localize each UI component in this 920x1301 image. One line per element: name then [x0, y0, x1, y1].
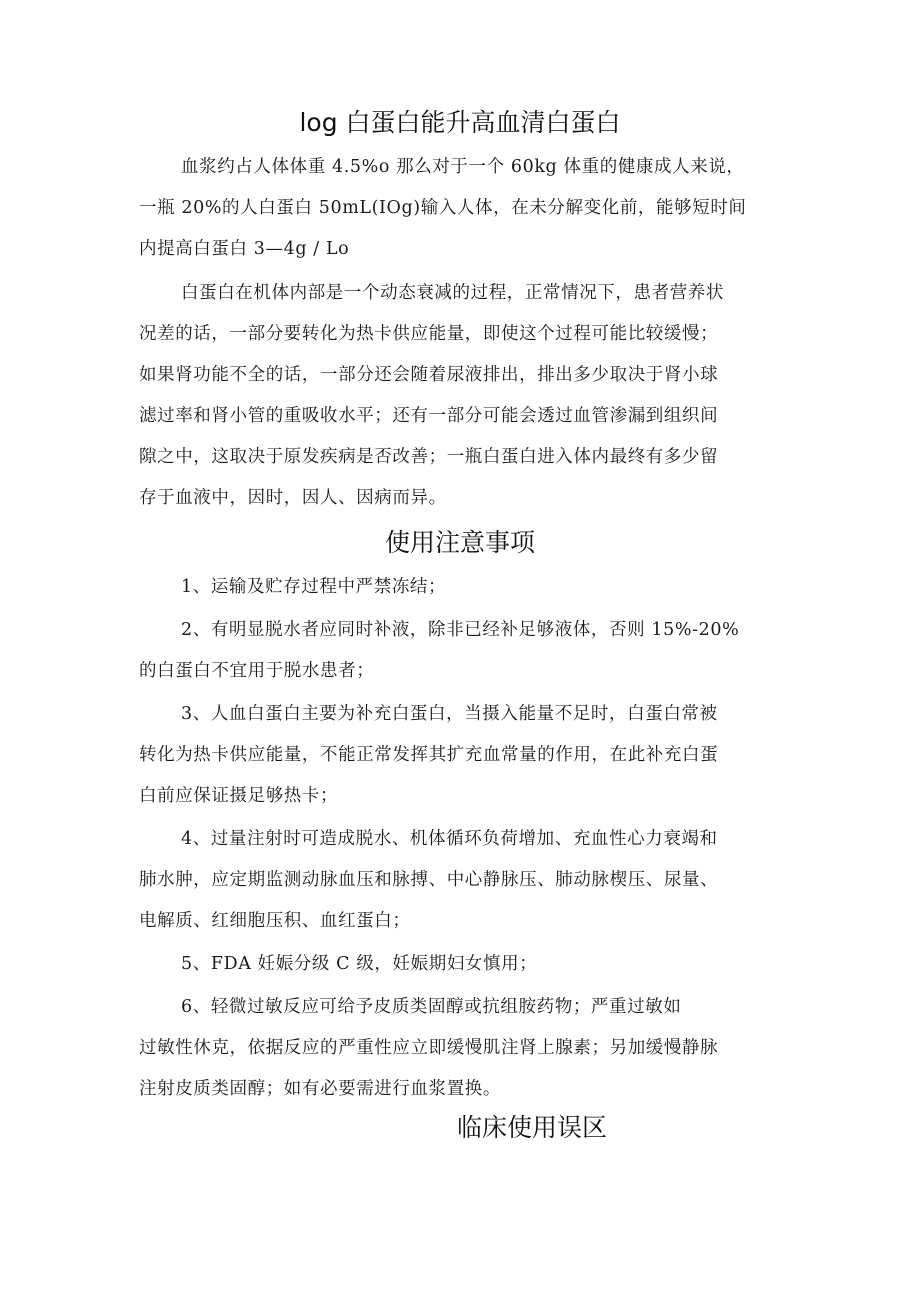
text-line: 一瓶 20%的人白蛋白 50mL(IOg)输入人体，在未分解变化前，能够短时间: [139, 198, 747, 218]
text-line: 注射皮质类固醇；如有必要需进行血浆置换。: [139, 1079, 501, 1099]
text-line: 3、人血白蛋白主要为补充白蛋白，当摄入能量不足时，白蛋白常被: [181, 704, 718, 724]
text-line: 如果肾功能不全的话，一部分还会随着尿液排出，排出多少取决于肾小球: [139, 365, 719, 385]
text-line: 肺水肿，应定期监测动脉血压和脉搏、中心静脉压、肺动脉楔压、尿量、: [139, 870, 719, 890]
text-line: 白前应保证摄足够热卡；: [139, 786, 339, 806]
text-line: 隙之中，这取决于原发疾病是否改善；一瓶白蛋白进入体内最终有多少留: [139, 447, 719, 467]
document-title: log 白蛋白能升高血清白蛋白: [299, 108, 621, 137]
text-line: 内提高白蛋白 3—4g / Lo: [139, 239, 350, 259]
text-line: 存于血液中，因时，因人、因病而异。: [139, 488, 447, 508]
text-line: 的白蛋白不宜用于脱水患者；: [139, 661, 375, 681]
text-line: 2、有明显脱水者应同时补液，除非已经补足够液体，否则 15%-20%: [181, 620, 740, 640]
text-line: 滤过率和肾小管的重吸收水平；还有一部分可能会透过血管渗漏到组织间: [139, 406, 719, 426]
section-title-precautions: 使用注意事项: [384, 528, 535, 557]
text-line: 白蛋白在机体内部是一个动态衰减的过程，正常情况下，患者营养状: [181, 283, 724, 303]
text-line: 过敏性休克，依据反应的严重性应立即缓慢肌注肾上腺素；另加缓慢静脉: [139, 1038, 719, 1058]
section-title-clinical-misconceptions: 临床使用误区: [456, 1113, 607, 1142]
text-line: 4、过量注射时可造成脱水、机体循环负荷增加、充血性心力衰竭和: [181, 829, 718, 849]
text-line: 5、FDA 妊娠分级 C 级，妊娠期妇女慎用；: [181, 954, 538, 974]
text-line: 6、轻微过敏反应可给予皮质类固醇或抗组胺药物；严重过敏如: [181, 997, 682, 1017]
text-line: 转化为热卡供应能量，不能正常发挥其扩充血常量的作用，在此补充白蛋: [139, 745, 719, 765]
text-line: 电解质、红细胞压积、血红蛋白；: [139, 911, 411, 931]
text-line: 血浆约占人体体重 4.5%o 那么对于一个 60kg 体重的健康成人来说，: [181, 157, 745, 177]
text-line: 况差的话，一部分要转化为热卡供应能量，即使这个过程可能比较缓慢；: [139, 324, 719, 344]
text-line: 1、运输及贮存过程中严禁冻结；: [181, 577, 447, 597]
